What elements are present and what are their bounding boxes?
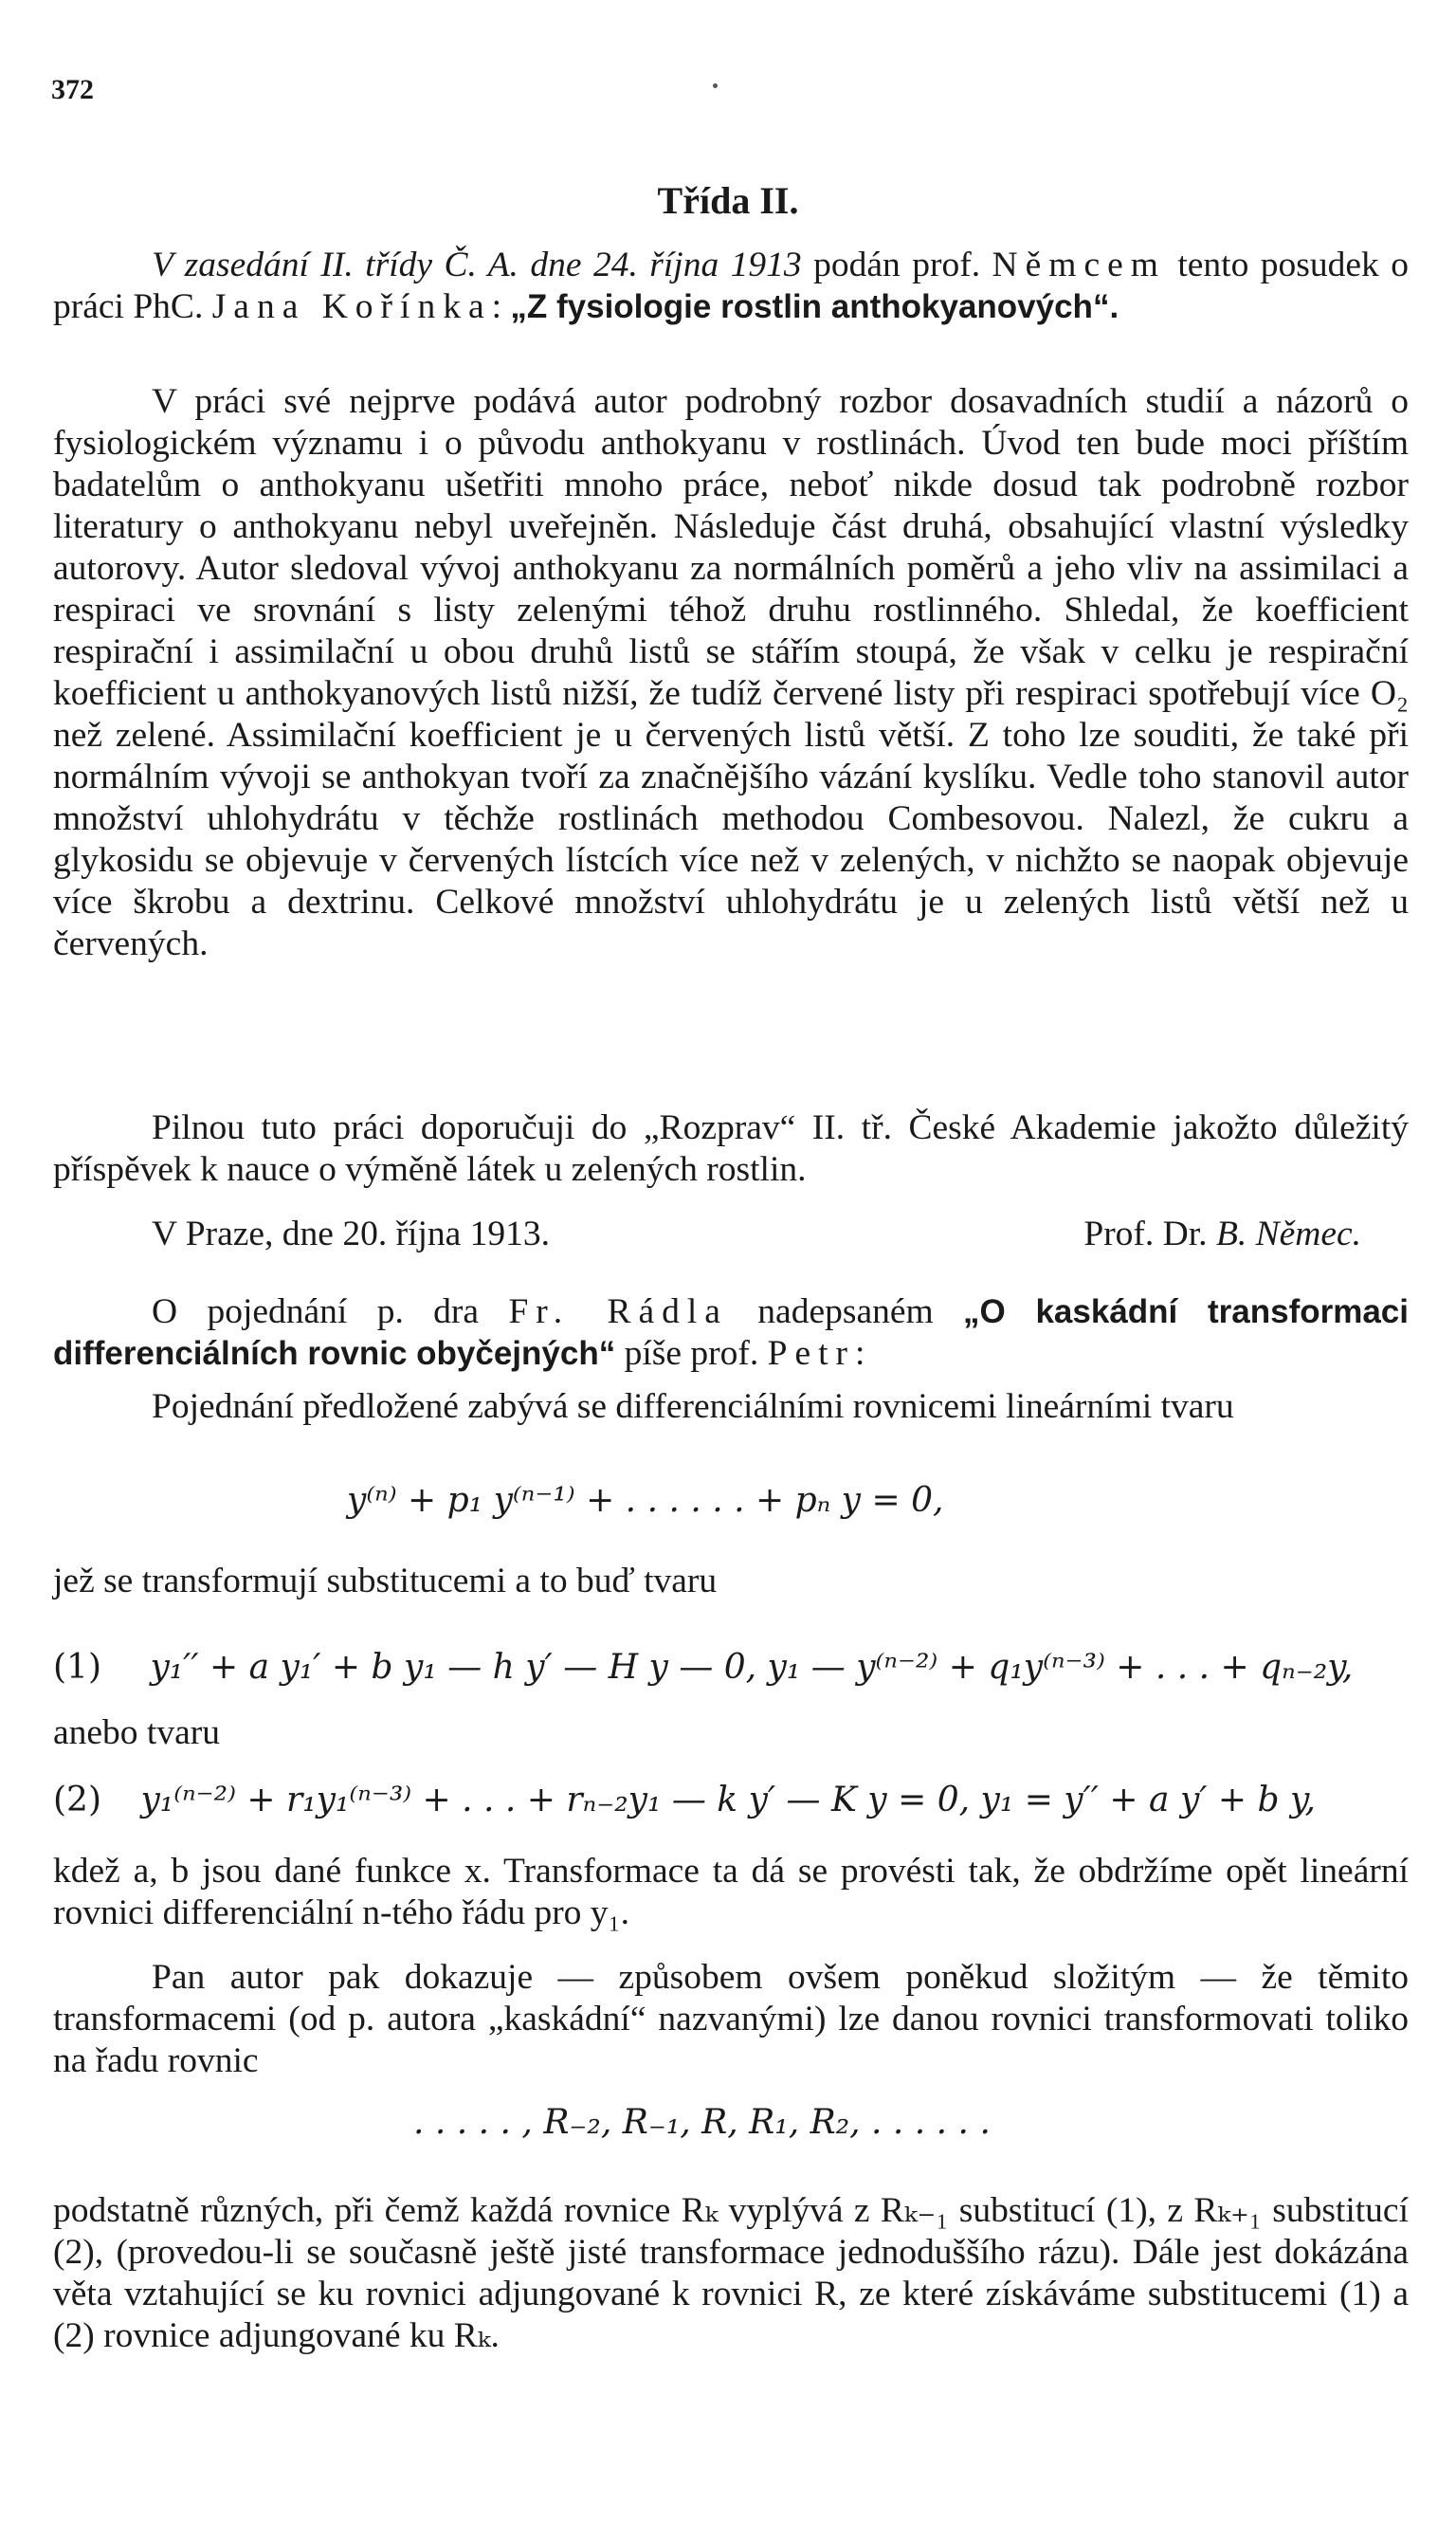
report2-paragraph-3: anebo tvaru [53, 1713, 220, 1752]
equation-1 [53, 1648, 1409, 1687]
report2-paragraph-2: jež se transformují substitucemi a to buď tvaru [53, 1562, 718, 1600]
report2-body-3 [53, 1712, 1409, 1754]
report2-intro-2: nadepsaném [727, 1292, 964, 1331]
report2-paragraph-1: Pojednání předložené zabývá se differenciálními rovnicemi lineárními tvaru [152, 1387, 1234, 1426]
report1-signoff [53, 1214, 1409, 1255]
report1-place-date: V Praze, dne 20. října 1913. [152, 1215, 551, 1253]
report2-body-5 [53, 1957, 1409, 2082]
report2-body-2 [53, 1561, 1409, 1602]
equation-1-body: y₁′′ + a y₁′ + b y₁ — h y′ — H y — 0, y₁ — y⁽ⁿ⁻²⁾ + q₁y⁽ⁿ⁻³⁾ + . . . + qₙ₋₂y, [150, 1648, 1354, 1687]
equation-1-label: (1) [53, 1648, 101, 1687]
report1-signature-prefix: Prof. Dr. [1083, 1215, 1216, 1253]
report1-body [53, 381, 1409, 965]
speck-mark [713, 83, 718, 88]
report1-intro-rest2: tento posudek o práci PhC. [53, 246, 1409, 326]
section-heading: Třída II. [657, 179, 799, 222]
report2-intro-4: : [855, 1334, 865, 1373]
page-number: 372 [51, 74, 94, 105]
report2-intro-1: O pojednání p. dra [152, 1292, 509, 1331]
report2-reviewer: Petr [767, 1334, 856, 1373]
report1-intro-colon: : [491, 287, 511, 326]
report1-intro-italic: V zasedání II. třídy Č. A. dne 24. října 1913 [152, 246, 802, 284]
report1-author: Jana Kořínka [211, 287, 492, 326]
equation-2-body: y₁⁽ⁿ⁻²⁾ + r₁y₁⁽ⁿ⁻³⁾ + . . . + rₙ₋₂y₁ — k y′ — K y = 0, y₁ = y′′ + a y′ + b y, [140, 1781, 1316, 1819]
equation-2-label: (2) [53, 1781, 101, 1819]
report1-signature-name: B. Němec. [1215, 1215, 1361, 1253]
report1-intro [53, 245, 1409, 328]
report1-paragraph-2: Pilnou tuto práci doporučuji do „Rozprav“ II. tř. České Akademie jakožto důležitý příspěvek k nauce o výměně látek u zelených rostlin. [53, 1108, 1409, 1189]
report2-intro-3: píše prof. [615, 1334, 768, 1373]
equation-2 [53, 1781, 1409, 1819]
report2-paragraph-5: Pan autor pak dokazuje — způsobem ovšem poněkud složitým — že těmito transformacemi (od p. autora „kaskádní“ nazvanými) lze danou rovnici transformovati toliko na řadu rovnic [53, 1958, 1409, 2080]
report2-paragraph-6: podstatně různých, při čemž každá rovnice Rₖ vyplývá z Rₖ₋₁ substitucí (1), z Rₖ₊₁ substitucí (2), (provedou-li se současně ještě jisté transformace jednoduššího rázu). Dále jest dokázána věta vztahující se ku rovnici adjungované k rovnici R, ze které získáváme substitucemi (1) a (2) rovnice adjungované ku Rₖ. [53, 2191, 1409, 2355]
equation-3: . . . . . , R₋₂, R₋₁, R, R₁, R₂, . . . . . . [413, 2103, 991, 2142]
report2-paragraph-4: kdež a, b jsou dané funkce x. Transformace ta dá se provésti tak, že obdržíme opět lineární rovnici differenciální n-tého řádu pro y₁. [53, 1852, 1409, 1932]
report1-reviewer: Němcem [992, 246, 1166, 284]
report2-work-title: „O kaskádní transformaci differenciálních rovnic obyčejných“ [53, 1293, 1410, 1372]
report1-signature [1083, 1214, 1409, 1255]
report2-body-6 [53, 2190, 1409, 2357]
report1-work-title: „Z fysiologie rostlin anthokyanových“. [510, 288, 1119, 325]
report1-paragraph-1: V práci své nejprve podává autor podrobný rozbor dosavadních studií a názorů o fysiologickém významu i o původu anthokyanu v rostlinách. Úvod ten bude moci příštím badatelům o anthokyanu ušetřiti mnoho práce, neboť nikde dosud tak podrobně rozbor literatury o anthokyanu nebyl uveřejněn. Následuje část druhá, obsahující vlastní výsledky autorovy. Autor sledoval vývoj anthokyanu za normálních poměrů a jeho vliv na assimilaci a respiraci ve srovnání s listy zelenými téhož druhu rostlinného. Shledal, že koefficient respirační i assimilační u obou druhů listů se stářím stoupá, že však v celku je respirační koefficient u anthokyanových listů nižší, že tudíž červené listy při respiraci spotřebují více O₂ než zelené. Assimilační koefficient je u červených listů větší. Z toho lze souditi, že také při normálním vývoji se anthokyan tvoří za značnějšího vázání kyslíku. Vedle toho stanovil autor množství uhlohydrátu v těchže rostlinách methodou Combesovou. Nalezl, že cukru a glykosidu se objevuje v červených lístcích více než v zelených, v nichžto se naopak objevuje více škrobu a dextrinu. Celkové množství uhlohydrátu je u zelených listů větší než u červených. [53, 382, 1409, 963]
report2-body-4 [53, 1851, 1409, 1934]
report2-author: Fr. Rádla [508, 1292, 728, 1331]
report2-body-1 [53, 1386, 1409, 1428]
report1-intro-rest: podán prof. [801, 246, 992, 284]
report1-recommendation [53, 1107, 1409, 1191]
equation-0: y⁽ⁿ⁾ + p₁ y⁽ⁿ⁻¹⁾ + . . . . . . + pₙ y = 0, [347, 1481, 944, 1520]
report2-intro [53, 1291, 1409, 1375]
